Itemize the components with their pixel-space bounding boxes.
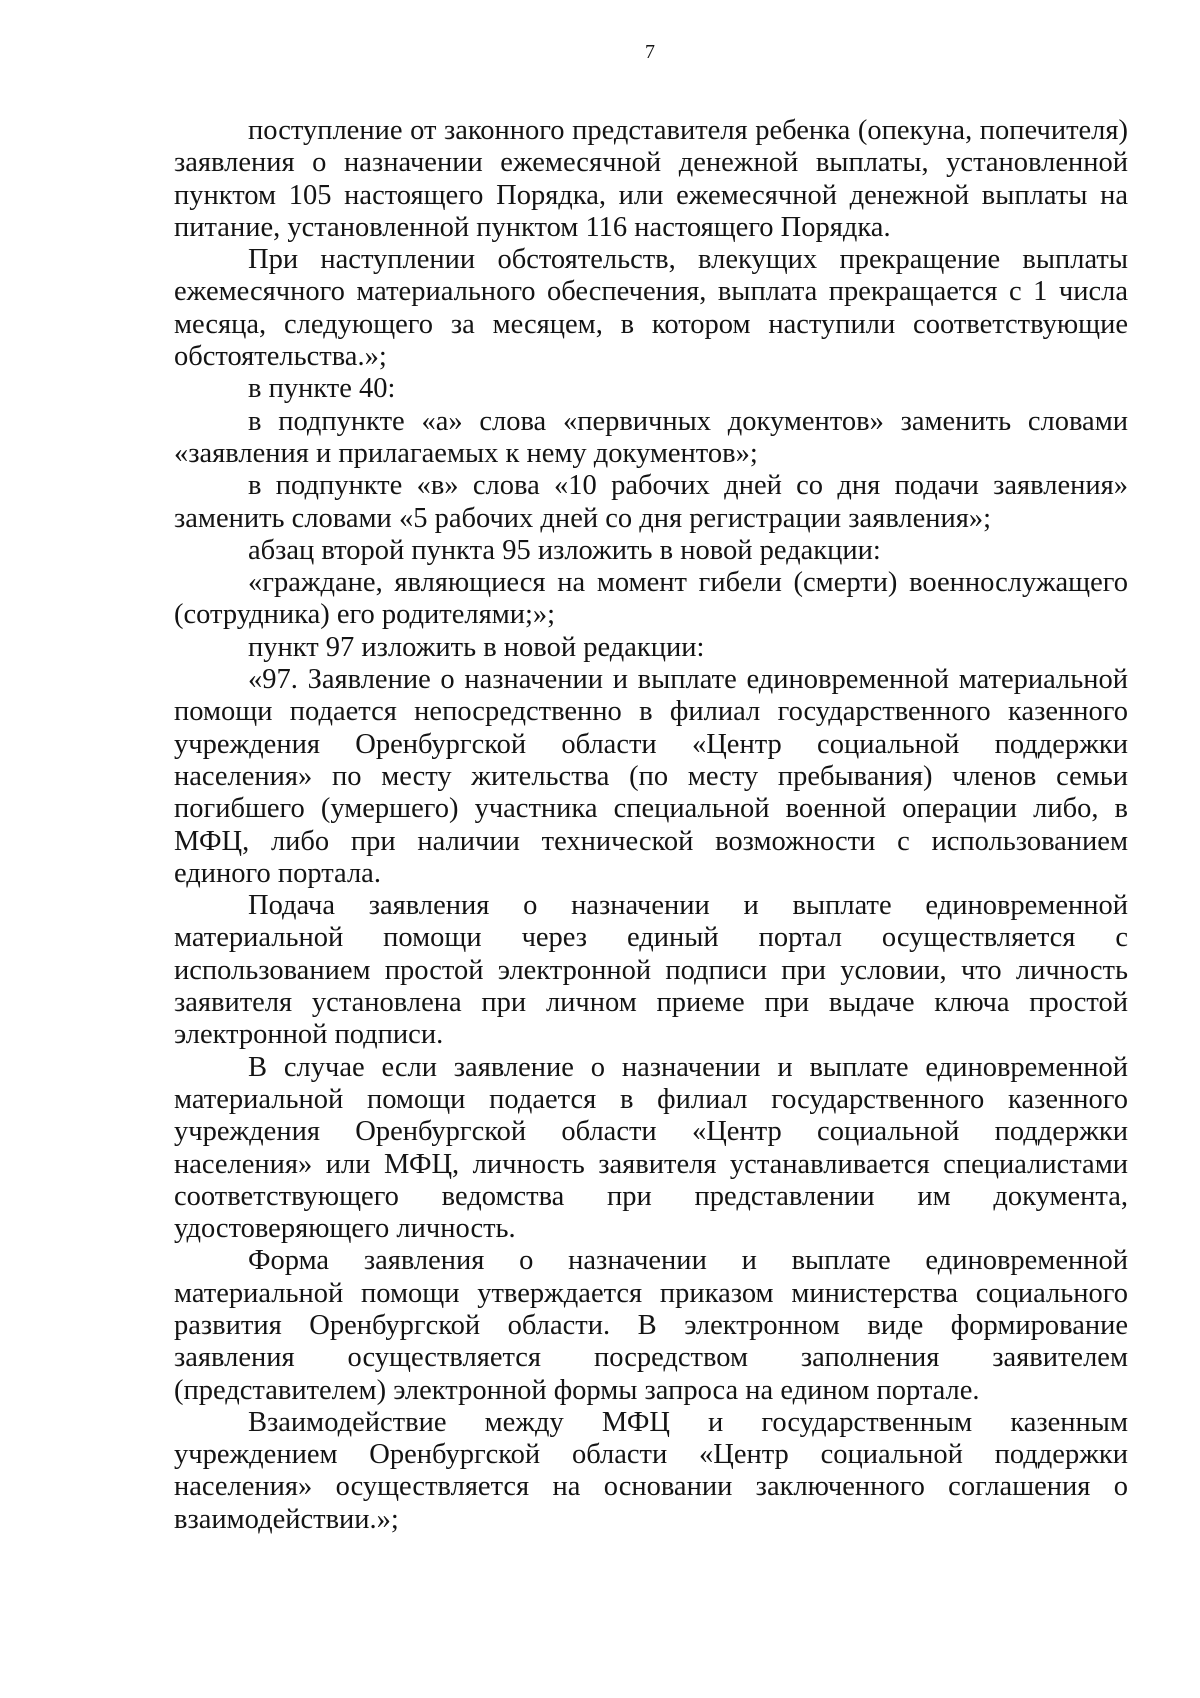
paragraph: Взаимодействие между МФЦ и государственным казенным учреждением Оренбургской области «Центр социальной поддержки населения» осуществляется на основании заключенного соглашения о взаимодействии.»;	[174, 1406, 1128, 1535]
paragraph: При наступлении обстоятельств, влекущих прекращение выплаты ежемесячного материального обеспечения, выплата прекращается с 1 числа месяца, следующего за месяцем, в котором наступили соответствующие обстоятельства.»;	[174, 244, 1128, 373]
paragraph: в подпункте «а» слова «первичных документов» заменить словами «заявления и прилагаемых к нему документов»;	[174, 405, 1128, 469]
paragraph: в пункте 40:	[248, 373, 396, 405]
paragraph: поступление от законного представителя ребенка (опекуна, попечителя) заявления о назначении ежемесячной денежной выплаты, установленной пунктом 105 настоящего Порядка, или ежемесячной денежной выплаты на питание, установленной пунктом 116 настоящего Порядка.	[174, 115, 1128, 243]
paragraph: Подача заявления о назначении и выплате единовременной материальной помощи через единый портал осуществляется с использованием простой электронной подписи при условии, что личность заявителя установлена при личном приеме при выдаче ключа простой электронной подписи.	[174, 890, 1128, 1051]
document-body	[174, 115, 1128, 1536]
paragraph: «97. Заявление о назначении и выплате единовременной материальной помощи подается непосредственно в филиал государственного казенного учреждения Оренбургской области «Центр социальной поддержки населения» по месту жительства (по месту пребывания) членов семьи погибшего (умершего) участника специальной военной операции либо, в МФЦ, либо при наличии технической возможности с использованием единого портала.	[174, 664, 1128, 889]
paragraph: В случае если заявление о назначении и выплате единовременной материальной помощи подается в филиал государственного казенного учреждения Оренбургской области «Центр социальной поддержки населения» или МФЦ, личность заявителя устанавливается специалистами соответствующего ведомства при представлении им документа, удостоверяющего личность.	[174, 1051, 1128, 1245]
paragraph: «граждане, являющиеся на момент гибели (смерти) военнослужащего (сотрудника) его родителями;»;	[174, 567, 1128, 631]
page-number: 7	[645, 41, 655, 63]
paragraph: абзац второй пункта 95 изложить в новой редакции:	[248, 534, 881, 566]
paragraph: Форма заявления о назначении и выплате единовременной материальной помощи утверждается приказом министерства социального развития Оренбургской области. В электронном виде формирование заявления осуществляется посредством заполнения заявителем (представителем) электронной формы запроса на едином портале.	[174, 1245, 1128, 1406]
paragraph: пункт 97 изложить в новой редакции:	[248, 631, 705, 663]
paragraph: в подпункте «в» слова «10 рабочих дней со дня подачи заявления» заменить словами «5 рабочих дней со дня регистрации заявления»;	[174, 470, 1128, 534]
